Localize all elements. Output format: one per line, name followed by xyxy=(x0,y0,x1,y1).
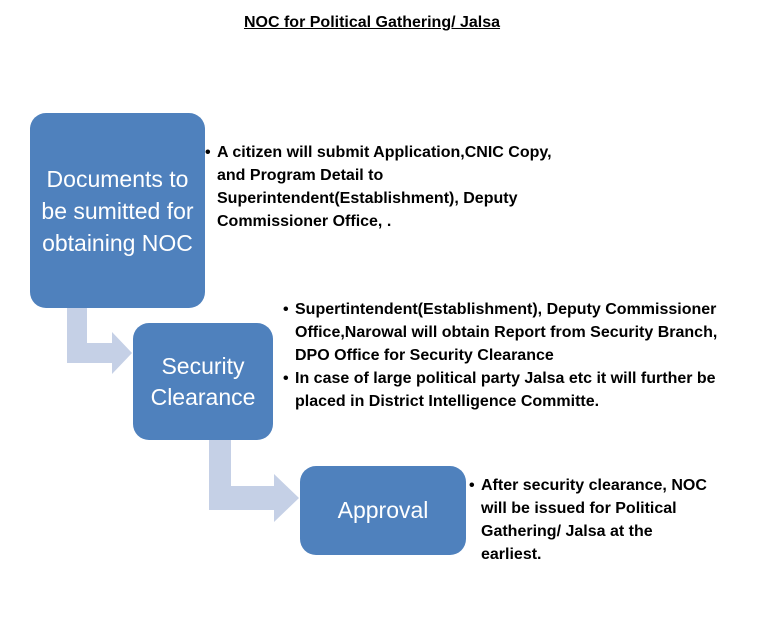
step-approval-label: Approval xyxy=(337,497,429,523)
bullet-item: • A citizen will submit Application,CNIC Copy, and Program Detail to Superintendent(Establishment), Deputy Commissioner Office, . xyxy=(205,141,565,233)
bullet-item: • After security clearance, NOC will be issued for Political Gathering/ Jalsa at the earliest. xyxy=(469,474,714,566)
page-title: NOC for Political Gathering/ Jalsa xyxy=(243,14,501,31)
step-security-box xyxy=(133,323,273,440)
step-documents-label: Documents to be sumitted for obtaining NOC xyxy=(41,165,194,256)
arrow-docs-to-security xyxy=(67,308,132,374)
arrow-security-to-approval xyxy=(209,440,299,522)
bullet-item: • Supertintendent(Establishment), Deputy Commissioner Office,Narowal will obtain Report from Security Branch, DPO Office for Security Clearance xyxy=(283,298,733,367)
step-approval-bullets xyxy=(469,474,714,566)
step-security-bullets xyxy=(283,298,733,413)
step-security-label: Security Clearance xyxy=(150,352,256,410)
step-approval-box xyxy=(300,466,466,555)
step-documents-box xyxy=(30,113,205,308)
step-documents-bullets xyxy=(205,141,565,233)
bullet-item: • In case of large political party Jalsa etc it will further be placed in District Intelligence Committe. xyxy=(283,367,733,413)
